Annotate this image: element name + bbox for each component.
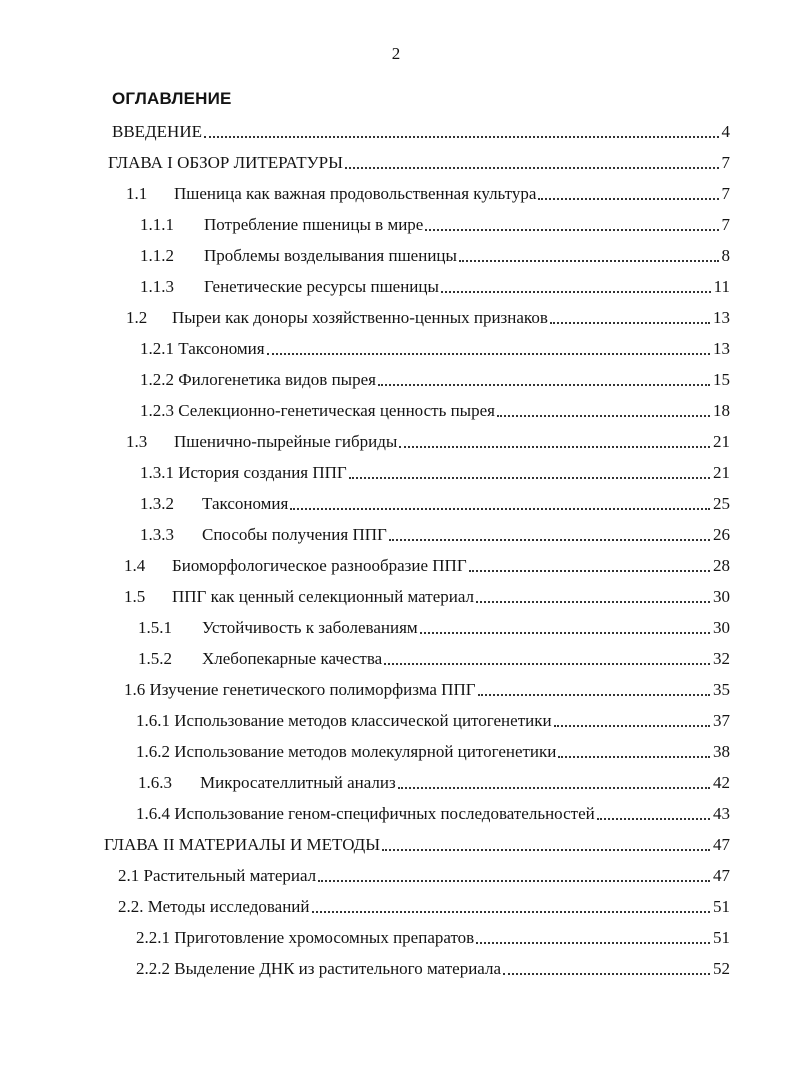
toc-entry-number: 1.3.2 (140, 494, 174, 513)
toc-entry (108, 150, 730, 174)
toc-entry (138, 770, 730, 794)
toc-entry-page: 13 (713, 339, 730, 358)
toc-entry (104, 832, 730, 856)
toc-entry-page: 8 (721, 246, 730, 265)
toc-entry (140, 398, 730, 422)
toc-entry-page: 15 (713, 370, 730, 389)
toc-leader-dots (558, 756, 710, 758)
toc-leader-dots (476, 601, 710, 603)
toc-entry (138, 615, 730, 639)
toc-entry (124, 584, 730, 608)
toc-leader-dots (398, 787, 710, 789)
toc-entry-page: 30 (713, 618, 730, 637)
toc-entry-number: 1.5 (124, 587, 146, 606)
toc-leader-dots (290, 508, 710, 510)
toc-entry (136, 956, 730, 980)
toc-entry (140, 336, 730, 360)
toc-entry (118, 894, 730, 918)
toc-entry-page: 32 (713, 649, 730, 668)
toc-leader-dots (345, 167, 719, 169)
toc-entry-title: ВВЕДЕНИЕ (112, 122, 202, 141)
toc-leader-dots (538, 198, 718, 200)
toc-entry-number: 1.3 (126, 432, 148, 451)
toc-leader-dots (597, 818, 710, 820)
toc-entry-title: Пшеница как важная продовольственная культура (174, 184, 537, 203)
toc-entry (126, 305, 730, 329)
toc-entry-title: Таксономия (202, 494, 289, 513)
toc-entry-title: 1.6.4 Использование геном-специфичных последовательностей (136, 804, 595, 823)
toc-entry-number: 1.1.2 (140, 246, 174, 265)
toc-entry-page: 18 (713, 401, 730, 420)
toc-entry-page: 38 (713, 742, 730, 761)
toc-entry-page: 43 (713, 804, 730, 823)
toc-leader-dots (469, 570, 710, 572)
toc-entry-page: 51 (713, 897, 730, 916)
toc-entry-number: 1.1 (126, 184, 148, 203)
toc-entry-title: 1.2.2 Филогенетика видов пырея (140, 370, 376, 389)
toc-entry (136, 801, 730, 825)
toc-entry-title: Пшенично-пырейные гибриды (174, 432, 398, 451)
toc-leader-dots (378, 384, 710, 386)
toc-entry-title: 2.2.2 Выделение ДНК из растительного материала (136, 959, 502, 978)
toc-entry-page: 47 (713, 835, 730, 854)
toc-entry-title: Микросателлитный анализ (200, 773, 396, 792)
toc-entry (136, 925, 730, 949)
toc-entry-number: 1.5.2 (138, 649, 172, 668)
toc-entry-title: Проблемы возделывания пшеницы (204, 246, 457, 265)
toc-entry-title: Пыреи как доноры хозяйственно-ценных признаков (172, 308, 548, 327)
toc-entry-title: Хлебопекарные качества (202, 649, 383, 668)
toc-entry-title: Генетические ресурсы пшеницы (204, 277, 439, 296)
toc-entry (112, 119, 730, 143)
toc-entry-page: 35 (713, 680, 730, 699)
toc-entry-number: 1.1.3 (140, 277, 174, 296)
toc-entry (126, 181, 730, 205)
toc-entry-page: 30 (713, 587, 730, 606)
toc-entry (118, 863, 730, 887)
toc-entry-title: 1.6 Изучение генетического полиморфизма ППГ (124, 680, 476, 699)
toc-entry (138, 646, 730, 670)
toc-entry (136, 708, 730, 732)
toc-entry-number: 1.4 (124, 556, 146, 575)
toc-entry-page: 28 (713, 556, 730, 575)
toc-entry-title: Биоморфологическое разнообразие ППГ (172, 556, 467, 575)
toc-entry (140, 491, 730, 515)
toc-leader-dots (478, 694, 710, 696)
toc-leader-dots (497, 415, 710, 417)
toc-entry-title: 1.6.2 Использование методов молекулярной цитогенетики (136, 742, 557, 761)
toc-leader-dots (267, 353, 710, 355)
toc-entry (140, 243, 730, 267)
toc-entry-number: 1.2 (126, 308, 148, 327)
toc-entry-number: 1.3.3 (140, 525, 174, 544)
toc-entry (124, 677, 730, 701)
page-number: 2 (391, 44, 401, 63)
toc-entry-number: 1.6.3 (138, 773, 172, 792)
toc-entry-title: 1.2.1 Таксономия (140, 339, 265, 358)
toc-entry (136, 739, 730, 763)
toc-entry-page: 7 (721, 215, 730, 234)
toc-entry-page: 26 (713, 525, 730, 544)
toc-entry-page: 21 (713, 463, 730, 482)
toc-leader-dots (384, 663, 710, 665)
toc-entry-page: 4 (721, 122, 730, 141)
toc-entry-title: Потребление пшеницы в мире (204, 215, 424, 234)
toc-entry-number: 1.1.1 (140, 215, 174, 234)
toc-entry-page: 51 (713, 928, 730, 947)
toc-entry (124, 553, 730, 577)
toc-entry-title: 2.2.1 Приготовление хромосомных препаратов (136, 928, 475, 947)
toc-leader-dots (503, 973, 710, 975)
toc-entry-page: 21 (713, 432, 730, 451)
toc-entry-page: 25 (713, 494, 730, 513)
toc-entry-title: Способы получения ППГ (202, 525, 387, 544)
toc-heading: ОГЛАВЛЕНИЕ (112, 89, 232, 108)
toc-entry-title: ГЛАВА II МАТЕРИАЛЫ И МЕТОДЫ (104, 835, 381, 854)
toc-leader-dots (476, 942, 710, 944)
toc-entry-title: 1.3.1 История создания ППГ (140, 463, 347, 482)
toc-entry-page: 42 (713, 773, 730, 792)
toc-entry-page: 47 (713, 866, 730, 885)
toc-entry-page: 11 (713, 277, 730, 296)
toc-entry (140, 274, 730, 298)
toc-entry-page: 52 (713, 959, 730, 978)
toc-leader-dots (204, 136, 719, 138)
toc-entry (140, 212, 730, 236)
toc-entry (140, 522, 730, 546)
toc-leader-dots (349, 477, 710, 479)
toc-entry-number: 1.5.1 (138, 618, 172, 637)
toc-entry-page: 7 (721, 184, 730, 203)
toc-leader-dots (389, 539, 710, 541)
toc-leader-dots (382, 849, 710, 851)
toc-entry-page: 37 (713, 711, 730, 730)
toc-leader-dots (441, 291, 711, 293)
toc-leader-dots (318, 880, 710, 882)
toc-leader-dots (554, 725, 710, 727)
toc-entry-title: 1.6.1 Использование методов классической цитогенетики (136, 711, 552, 730)
toc-entry-title: ППГ как ценный селекционный материал (172, 587, 475, 606)
toc-entry-title: 1.2.3 Селекционно-генетическая ценность пырея (140, 401, 495, 420)
toc-entry-title: Устойчивость к заболеваниям (202, 618, 418, 637)
toc-entry (140, 367, 730, 391)
toc-leader-dots (550, 322, 710, 324)
toc-leader-dots (399, 446, 710, 448)
toc-entry (140, 460, 730, 484)
toc-entry-title: ГЛАВА I ОБЗОР ЛИТЕРАТУРЫ (108, 153, 343, 172)
toc-leader-dots (312, 911, 710, 913)
toc-leader-dots (459, 260, 719, 262)
toc-entry-title: 2.2. Методы исследований (118, 897, 310, 916)
toc-entry-page: 13 (713, 308, 730, 327)
toc-leader-dots (425, 229, 718, 231)
toc-entry-page: 7 (721, 153, 730, 172)
toc-entry (126, 429, 730, 453)
toc-entry-title: 2.1 Растительный материал (118, 866, 317, 885)
toc-leader-dots (420, 632, 710, 634)
